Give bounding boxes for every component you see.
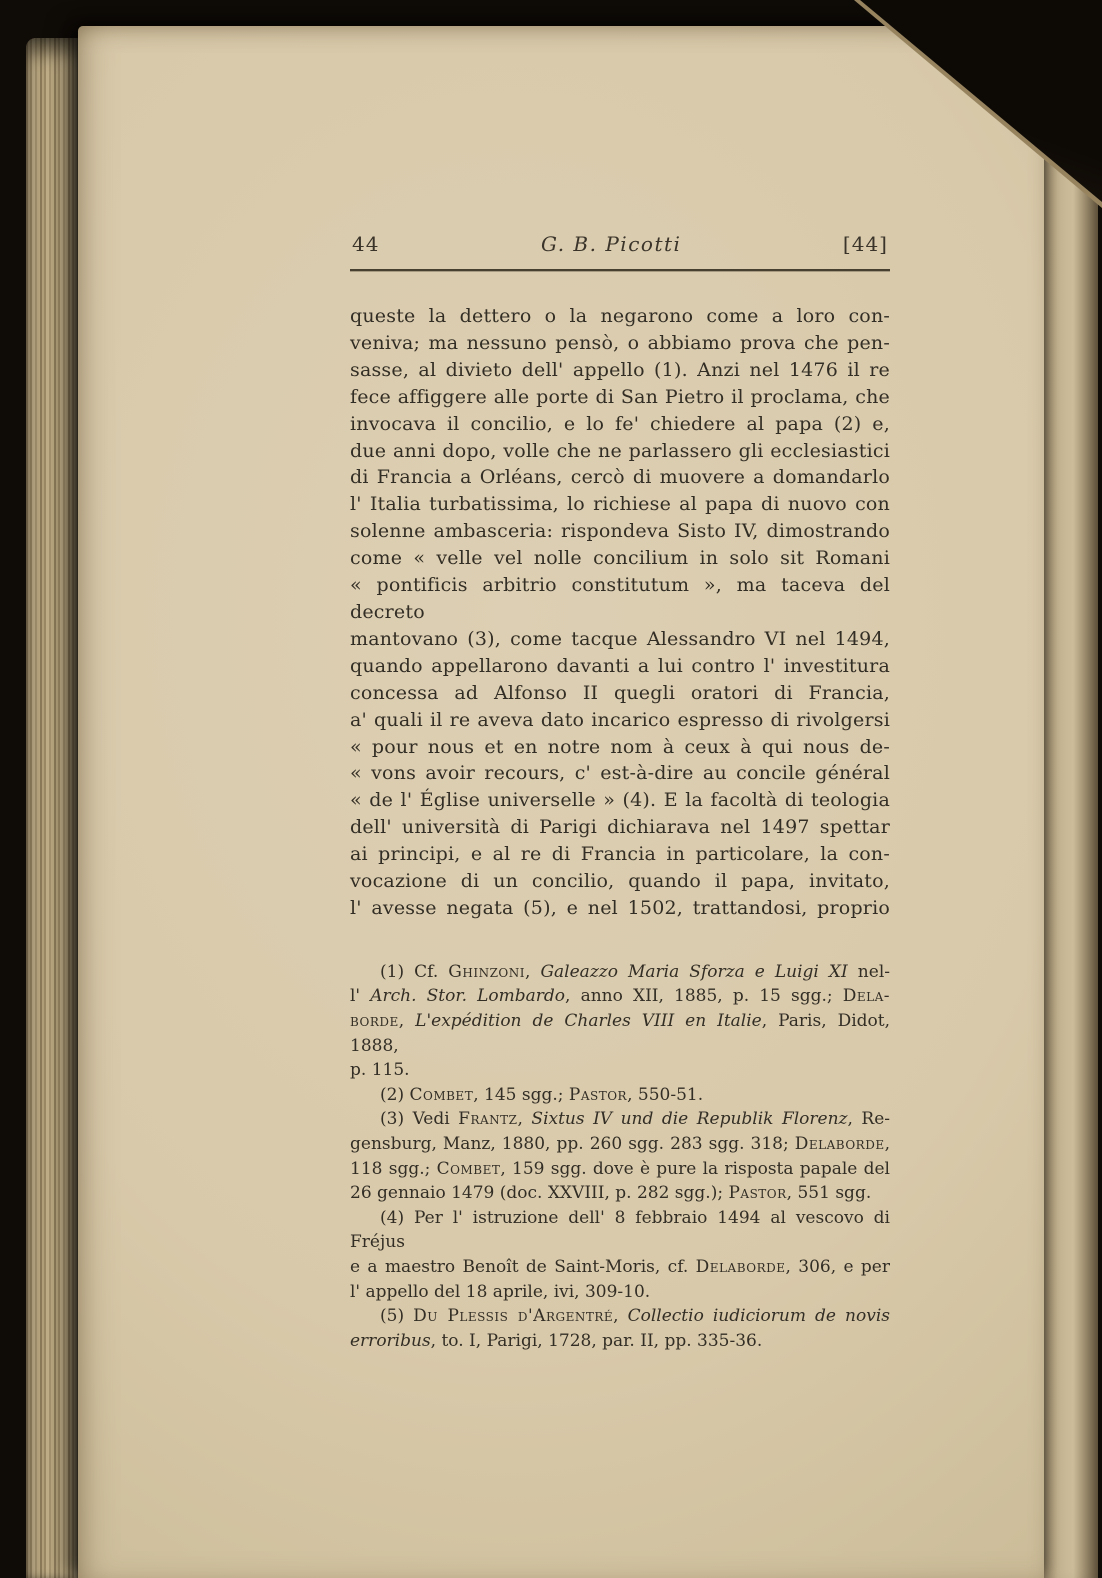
- book-page: [78, 26, 1044, 1578]
- body-line: solenne ambasceria: rispondeva Sisto IV, dimostrando: [350, 520, 890, 543]
- page-number-right: [44]: [842, 232, 888, 256]
- footnote: [350, 1107, 890, 1205]
- body-line: fece affiggere alle porte di San Pietro il proclama, che: [350, 385, 890, 408]
- footnote-line: l' appello del 18 aprile, ivi, 309-10.: [350, 1281, 651, 1302]
- footnote: [350, 1083, 890, 1108]
- footnote-line: e a maestro Benoît de Saint-Moris, cf. Delaborde, 306, e per: [350, 1256, 890, 1277]
- body-line: invocava il concilio, e lo fe' chiedere al papa (2) e,: [350, 412, 890, 435]
- body-line: sasse, al divieto dell' appello (1). Anzi nel 1476 il re: [350, 358, 890, 381]
- body-line: vocazione di un concilio, quando il papa, invitato,: [350, 870, 890, 893]
- body-line: « vons avoir recours, c' est-à-dire au concile général: [350, 762, 890, 785]
- footnote-line: erroribus, to. I, Parigi, 1728, par. II, pp. 335-36.: [350, 1330, 763, 1351]
- footnote-line: (3) Vedi Frantz, Sixtus IV und die Republik Florenz, Re-: [380, 1109, 891, 1130]
- body-line: come « velle vel nolle concilium in solo sit Romani: [350, 547, 890, 570]
- body-line: « pour nous et en notre nom à ceux à qui nous de-: [350, 735, 890, 758]
- body-line: ai principi, e al re di Francia in particolare, la con-: [350, 843, 890, 866]
- body-line: l' avesse negata (5), e nel 1502, trattandosi, proprio: [350, 896, 890, 919]
- body-line: due anni dopo, volle che ne parlassero gli ecclesiastici: [350, 439, 890, 462]
- footnotes: [350, 960, 890, 1354]
- footnote-line: p. 115.: [350, 1060, 410, 1081]
- body-line: concessa ad Alfonso II quegli oratori di Francia,: [350, 681, 890, 704]
- footnote-line: borde, L'expédition de Charles VIII en Italie, Paris, Didot, 1888,: [350, 1011, 890, 1056]
- body-line: queste la dettero o la negarono come a loro con-: [350, 305, 890, 327]
- book-page-edges: [26, 38, 82, 1578]
- body-text: [350, 303, 890, 922]
- footnote: [350, 1304, 890, 1353]
- body-line: l' Italia turbatissima, lo richiese al papa di nuovo con: [350, 493, 890, 516]
- footnote: [350, 960, 890, 1083]
- body-line: di Francia a Orléans, cercò di muovere a domandarlo: [350, 466, 890, 489]
- body-line: « de l' Église universelle » (4). E la facoltà di teologia: [350, 789, 890, 812]
- page-number-left: 44: [352, 232, 380, 256]
- footnote-line: gensburg, Manz, 1880, pp. 260 sgg. 283 sgg. 318; Delaborde,: [350, 1134, 890, 1154]
- body-line: quando appellarono davanti a lui contro l' investitura: [350, 654, 890, 677]
- header-rule: [350, 269, 890, 271]
- footnote-line: (4) Per l' istruzione dell' 8 febbraio 1494 al vescovo di Fréjus: [350, 1207, 890, 1253]
- underlying-page-edge: [1036, 70, 1098, 1578]
- page-header: [350, 232, 890, 256]
- footnote-line: 26 gennaio 1479 (doc. XXVIII, p. 282 sgg.); Pastor, 551 sgg.: [350, 1183, 872, 1204]
- footnote: [350, 1206, 890, 1304]
- footnote-line: (5) Du Plessis d'Argentré, Collectio iudiciorum de novis: [380, 1306, 890, 1327]
- footnote-line: l' Arch. Stor. Lombardo, anno XII, 1885, p. 15 sgg.; Dela-: [350, 986, 890, 1007]
- body-line: mantovano (3), come tacque Alessandro VI nel 1494,: [350, 627, 890, 650]
- body-line: « pontificis arbitrio constitutum », ma taceva del decreto: [350, 574, 890, 623]
- footnote-line: (1) Cf. Ghinzoni, Galeazzo Maria Sforza e Luigi XI nel-: [380, 961, 890, 982]
- footnote-line: 118 sgg.; Combet, 159 sgg. dove è pure la risposta papale del: [350, 1158, 890, 1179]
- body-line: dell' università di Parigi dichiarava nel 1497 spettar: [350, 816, 890, 839]
- body-line: a' quali il re aveva dato incarico espresso di rivolgersi: [350, 708, 890, 731]
- running-title: G. B. Picotti: [540, 232, 682, 256]
- body-line: veniva; ma nessuno pensò, o abbiamo prova che pen-: [350, 331, 890, 354]
- page-content: [350, 232, 890, 1353]
- footnote-line: (2) Combet, 145 sgg.; Pastor, 550-51.: [380, 1084, 704, 1105]
